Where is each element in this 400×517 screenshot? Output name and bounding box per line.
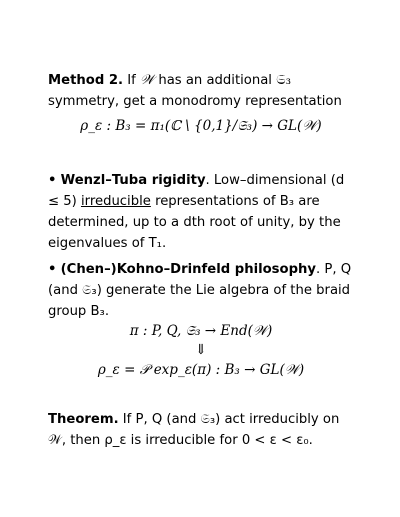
wenzl-label: Wenzl–Tuba rigidity bbox=[60, 173, 206, 188]
wenzl-irreducible: irreducible bbox=[80, 194, 151, 209]
implies-arrow: ⇓ bbox=[195, 342, 207, 358]
theorem-label: Theorem. bbox=[48, 412, 119, 427]
kohno-drinfeld-paragraph bbox=[48, 259, 354, 322]
method-text-before: If bbox=[127, 73, 140, 88]
ck-bullet: • bbox=[48, 262, 57, 277]
method-s3-symbol: 𝔖₃ bbox=[276, 72, 292, 88]
pi-map-equation: π : P, Q, 𝔖₃ → End(𝒲) bbox=[129, 323, 273, 339]
path-exponential-equation: ρ_ε = 𝒫 exp_ε(π) : B₃ → GL(𝒲) bbox=[97, 362, 305, 378]
ck-label: (Chen–)Kohno–Drinfeld philosophy bbox=[60, 262, 317, 277]
monodromy-equation: ρ_ε : B₃ = π₁(ℂ \ {0,1}/𝔖₃) → GL(𝒲) bbox=[80, 118, 322, 134]
method-text-after: symmetry, get a monodromy representation bbox=[48, 94, 342, 109]
method-w-symbol: 𝒲 bbox=[139, 72, 155, 88]
wenzl-text-2: representations of B₃ are determined, up to a dth root of unity, by the eigenvalues of T₁. bbox=[48, 194, 341, 251]
theorem-paragraph bbox=[48, 409, 354, 451]
theorem-text: If P, Q (and 𝔖₃) act irreducibly on 𝒲, then ρ_ε is irreducible for 0 < ε < ε₀. bbox=[48, 412, 340, 448]
method-label: Method 2. bbox=[48, 73, 124, 88]
wenzl-text-1: . Low–dimensional (d ≤ 5) bbox=[48, 173, 345, 209]
ck-text: . P, Q (and 𝔖₃) generate the Lie algebra of the braid group B₃. bbox=[48, 262, 352, 319]
method-text-mid: has an additional bbox=[154, 73, 277, 88]
wenzl-tuba-paragraph bbox=[48, 170, 354, 254]
method-paragraph bbox=[48, 70, 354, 112]
wenzl-bullet: • bbox=[48, 173, 57, 188]
